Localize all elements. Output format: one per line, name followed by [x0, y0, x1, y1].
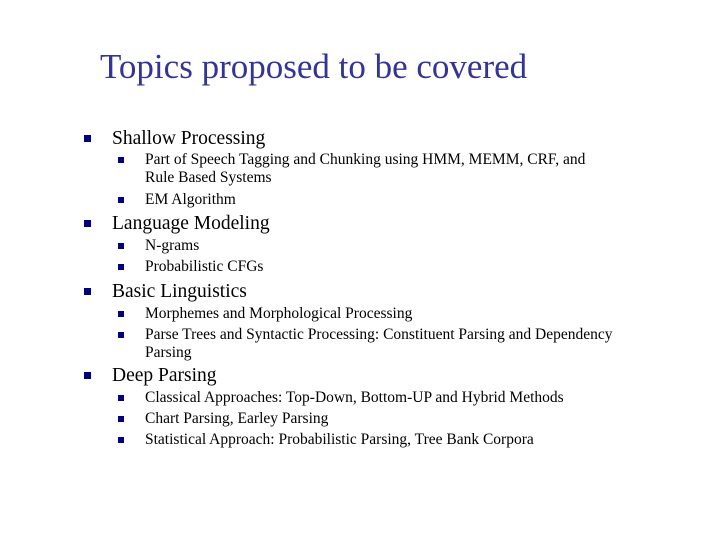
list-item-continuation: Rule Based Systems	[145, 169, 272, 186]
square-bullet-icon	[84, 288, 91, 295]
list-item: Part of Speech Tagging and Chunking using HMM, MEMM, CRF, and	[145, 151, 586, 168]
list-item: EM Algorithm	[145, 191, 236, 208]
section-heading-basic-linguistics: Basic Linguistics	[112, 281, 247, 302]
list-item-continuation: Parsing	[145, 344, 192, 361]
list-item: Statistical Approach: Probabilistic Parsing, Tree Bank Corpora	[145, 431, 534, 448]
list-item: Classical Approaches: Top-Down, Bottom-UP and Hybrid Methods	[145, 389, 564, 406]
square-bullet-icon	[118, 264, 124, 270]
square-bullet-icon	[118, 332, 124, 338]
list-item: N-grams	[145, 237, 200, 254]
slide-title: Topics proposed to be covered	[100, 47, 528, 86]
section-heading-language-modeling: Language Modeling	[112, 213, 270, 234]
square-bullet-icon	[84, 135, 91, 142]
square-bullet-icon	[118, 197, 124, 203]
square-bullet-icon	[84, 372, 91, 379]
square-bullet-icon	[118, 437, 124, 443]
list-item: Parse Trees and Syntactic Processing: Constituent Parsing and Dependency	[145, 326, 613, 343]
square-bullet-icon	[118, 157, 124, 163]
list-item: Chart Parsing, Earley Parsing	[145, 410, 329, 427]
section-heading-shallow-processing: Shallow Processing	[112, 128, 266, 149]
square-bullet-icon	[84, 220, 91, 227]
list-item: Probabilistic CFGs	[145, 258, 264, 275]
square-bullet-icon	[118, 416, 124, 422]
square-bullet-icon	[118, 395, 124, 401]
square-bullet-icon	[118, 311, 124, 317]
square-bullet-icon	[118, 243, 124, 249]
list-item: Morphemes and Morphological Processing	[145, 305, 413, 322]
section-heading-deep-parsing: Deep Parsing	[112, 365, 217, 386]
